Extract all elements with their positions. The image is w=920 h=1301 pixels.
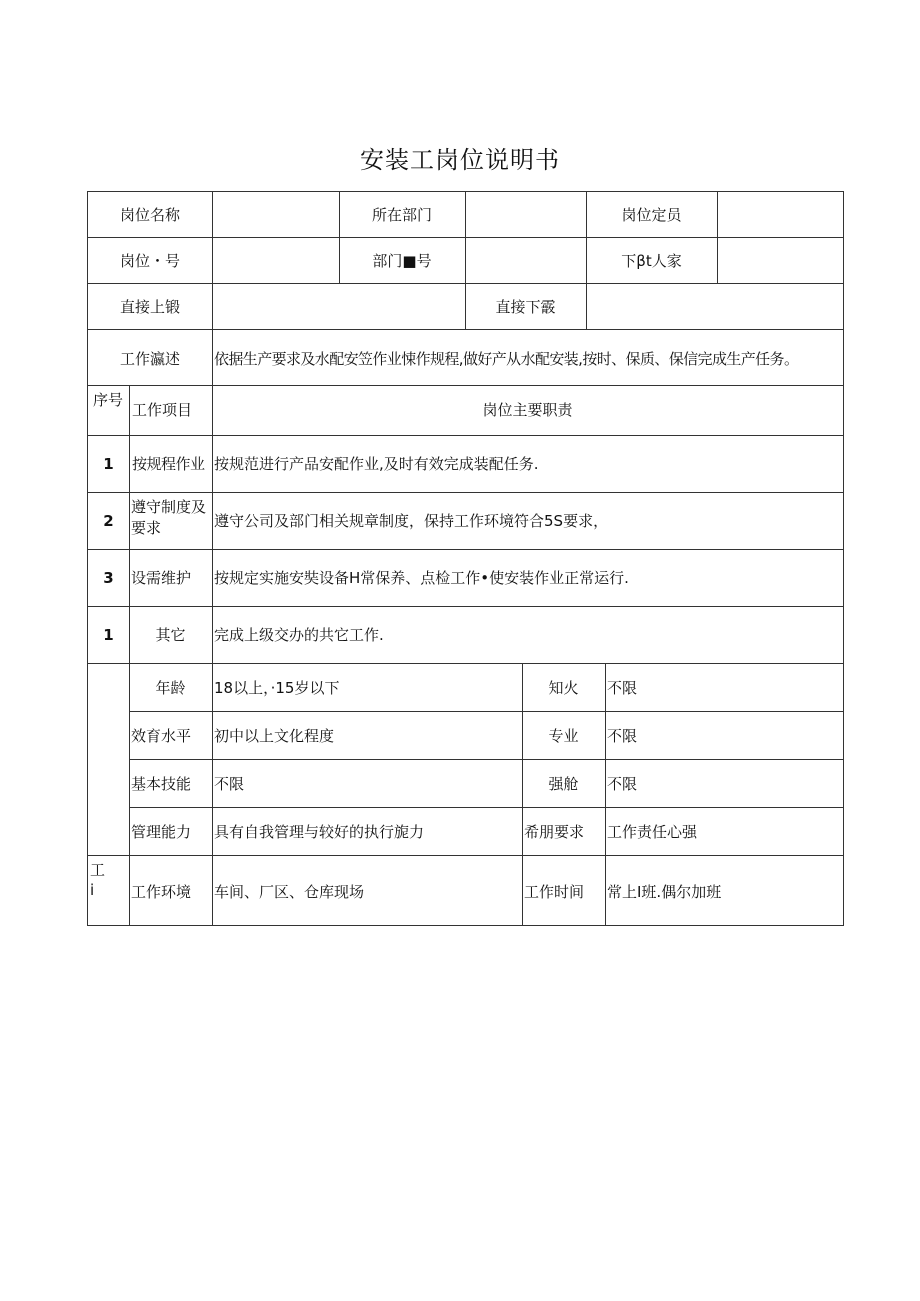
- req-worktime-label: 工作时间: [524, 883, 585, 901]
- duty-row-4-number: 1: [103, 626, 114, 644]
- duty-row-1-text: 按规范进行产品安配作业,及时有效完成装配任务.: [214, 455, 539, 473]
- col-item-header: 工作项目: [132, 401, 193, 419]
- req-strength-label: 强舱: [548, 775, 579, 793]
- requirements-side-label: 工i: [90, 861, 106, 899]
- req-strength-value: 不限: [607, 775, 638, 793]
- req-management-value: 具有自我管理与较好的执行旎力: [214, 823, 425, 841]
- req-management-label: 管理能力: [131, 823, 192, 841]
- duty-row-3-number: 3: [103, 569, 114, 587]
- req-age-value: 18以上，·15岁以下: [214, 679, 340, 697]
- duty-row-3-text: 按规定实施安奘设备H常保养、点检工作•使安装作业正常运行.: [214, 569, 629, 587]
- req-skills-value: 不限: [214, 775, 245, 793]
- duty-row-2-text: 遵守公司及部门相关规章制度，保持工作环境符合5S要求，: [214, 512, 609, 530]
- req-education-value: 初中以上文化程度: [214, 727, 335, 745]
- req-worktime-value: 常上I班.偶尔加班: [607, 883, 722, 901]
- job-summary-label: 工作瀛述: [119, 350, 180, 368]
- req-knowledge-value: 不限: [607, 679, 638, 697]
- duty-row-4-text: 完成上级交办的共它工作.: [214, 626, 384, 644]
- duty-row-1-number: 1: [103, 455, 114, 473]
- req-expectation-value: 工作责任心强: [607, 823, 698, 841]
- document-title: 安装工岗位说明书: [360, 146, 560, 174]
- direct-superior-label: 直接上锻: [119, 298, 180, 316]
- job-description-table: [87, 191, 844, 926]
- req-major-value: 不限: [607, 727, 638, 745]
- department-no-label: 部门■号: [372, 252, 432, 270]
- duty-row-2-number: 2: [103, 512, 114, 530]
- direct-subordinate-label: 直接下霰: [495, 298, 556, 316]
- duty-row-1-item: 按规程作业: [132, 455, 205, 473]
- job-summary-value: 依据生产要求及水配安笠作业悚作规程,做好产从水配安装,按时、保质、保信完成生产任务。: [214, 350, 799, 368]
- req-major-label: 专业: [548, 727, 579, 745]
- duty-row-3-item: 设需维护: [131, 569, 192, 587]
- duty-row-2-item: 遵守制度及要求: [131, 498, 207, 537]
- req-education-label: 效育水平: [131, 727, 192, 745]
- headcount-label: 岗位定员: [621, 206, 682, 224]
- req-skills-label: 基本技能: [131, 775, 192, 793]
- position-no-label: 岗位・号: [119, 252, 180, 270]
- req-environment-label: 工作环境: [131, 883, 192, 901]
- duty-row-4-item: 其它: [155, 626, 186, 644]
- req-expectation-label: 希朋要求: [524, 823, 585, 841]
- req-age-label: 年龄: [155, 679, 186, 697]
- req-knowledge-label: 知火: [548, 679, 579, 697]
- subordinates-label: 下βt人家: [621, 252, 682, 270]
- position-name-label: 岗位名称: [119, 206, 180, 224]
- department-label: 所在部门: [371, 206, 432, 224]
- col-number-header: 序号: [92, 391, 123, 409]
- req-environment-value: 车间、厂区、仓库现场: [214, 883, 365, 901]
- col-duty-header: 岗位主要职责: [482, 401, 573, 419]
